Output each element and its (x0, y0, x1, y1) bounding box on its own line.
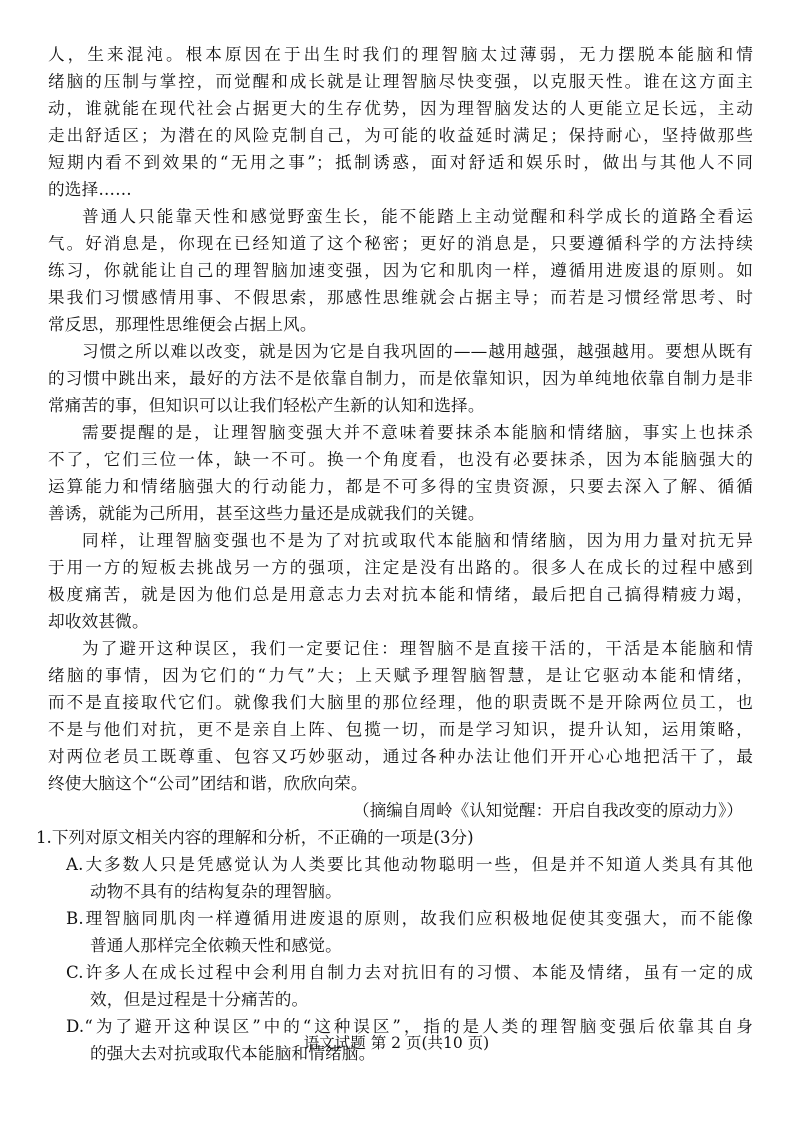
text-line: 需要提醒的是，让理智脑变强大并不意味着要抹杀本能脑和情绪脑，事实上也抹杀 (82, 423, 753, 442)
text-line: 为了避开这种误区，我们一定要记住：理智脑不是直接干活的，干活是本能脑和情 (82, 639, 753, 658)
text-line: 的选择…… (48, 180, 132, 199)
option-c (48, 959, 753, 1013)
text-line: 终使大脑这个“公司”团结和谐，欣欣向荣。 (48, 774, 368, 793)
option-line: 普通人那样完全依赖天性和感觉。 (90, 936, 342, 955)
paragraph-6 (48, 635, 753, 797)
text-line: 普通人只能靠天性和感觉野蛮生长，能不能踏上主动觉醒和科学成长的道路全看运 (82, 207, 753, 226)
paragraph-3 (48, 338, 753, 419)
text-line: 常反思，那理性思维便会占据上风。 (48, 315, 317, 334)
text-line: 绪脑的压制与掌控，而觉醒和成长就是让理智脑尽快变强，以克服天性。谁在这方面主 (48, 72, 753, 91)
text-line: 常痛苦的事，但知识可以让我们轻松产生新的认知和选择。 (48, 396, 485, 415)
paragraph-1 (48, 41, 753, 203)
question-stem: 1.下列对原文相关内容的理解和分析，不正确的一项是(3分) (36, 828, 474, 847)
text-line: 却收效甚微。 (48, 612, 149, 631)
text-line: 绪脑的事情，因为它们的“力气”大；上天赋予理智脑智慧，是让它驱动本能和情绪， (48, 666, 753, 685)
text-line: 习惯之所以难以改变，就是因为它是自我巩固的——越用越强，越强越用。要想从既有 (82, 342, 753, 361)
text-line: 果我们习惯感情用事、不假思索，那感性思维就会占据主导；而若是习惯经常思考、时 (48, 288, 753, 307)
text-line: 同样，让理智脑变强也不是为了对抗或取代本能脑和情绪脑，因为用力量对抗无异 (82, 531, 753, 550)
option-line: C.许多人在成长过程中会利用自制力去对抗旧有的习惯、本能及情绪，虽有一定的成 (66, 963, 753, 982)
option-line: 的强大去对抗或取代本能脑和情绪脑。 (90, 1044, 376, 1063)
paragraph-2 (48, 203, 753, 338)
option-b (48, 905, 753, 959)
text-line: 于用一方的短板去挑战另一方的强项，注定是没有出路的。很多人在成长的过程中感到 (48, 558, 753, 577)
text-line: 动，谁就能在现代社会占据更大的生存优势，因为理智脑发达的人更能立足长远，主动 (48, 99, 753, 118)
question-1 (36, 824, 753, 1067)
option-line: D.“为了避开这种误区”中的“这种误区”，指的是人类的理智脑变强后依靠其自身 (66, 1017, 753, 1036)
paragraph-4 (48, 419, 753, 527)
option-line: A.大多数人只是凭感觉认为人类要比其他动物聪明一些，但是并不知道人类具有其他 (66, 855, 753, 874)
exam-page (36, 41, 753, 1067)
text-line: 极度痛苦，就是因为他们总是用意志力去对抗本能和情绪，最后把自己搞得精疲力竭， (48, 585, 753, 604)
text-line: 善诱，就能为己所用，甚至这些力量还是成就我们的关键。 (48, 504, 485, 523)
text-line: 而不是直接取代它们。就像我们大脑里的那位经理，他的职责既不是开除两位员工，也 (48, 693, 753, 712)
text-line: 气。好消息是，你现在已经知道了这个秘密；更好的消息是，只要遵循科学的方法持续 (48, 234, 753, 253)
text-line: 短期内看不到效果的“无用之事”；抵制诱惑，面对舒适和娱乐时，做出与其他人不同 (48, 153, 753, 172)
option-line: 动物不具有的结构复杂的理智脑。 (90, 882, 342, 901)
text-line: 练习，你就能让自己的理智脑加速变强，因为它和肌肉一样，遵循用进废退的原则。如 (48, 261, 753, 280)
text-line: 人，生来混沌。根本原因在于出生时我们的理智脑太过薄弱，无力摆脱本能脑和情 (48, 45, 753, 64)
option-a (48, 851, 753, 905)
paragraph-5 (48, 527, 753, 635)
option-line: B.理智脑同肌肉一样遵循用进废退的原则，故我们应积极地促使其变强大，而不能像 (66, 909, 753, 928)
text-line: 对两位老员工既尊重、包容又巧妙驱动，通过各种办法让他们开开心心地把活干了，最 (48, 747, 753, 766)
text-line: 不了，它们三位一体，缺一不可。换一个角度看，也没有必要抹杀，因为本能脑强大的 (48, 450, 753, 469)
text-line: 的习惯中跳出来，最好的方法不是依靠自制力，而是依靠知识，因为单纯地依靠自制力是非 (48, 369, 753, 388)
text-line: 运算能力和情绪脑强大的行动能力，都是不可多得的宝贵资源，只要去深入了解、循循 (48, 477, 753, 496)
text-line: 不是与他们对抗，更不是亲自上阵、包揽一切，而是学习知识，提升认知，运用策略， (48, 720, 753, 739)
text-line: 走出舒适区；为潜在的风险克制自己，为可能的收益延时满足；保持耐心，坚持做那些 (48, 126, 753, 145)
option-line: 效，但是过程是十分痛苦的。 (90, 990, 309, 1009)
page-footer: 语文试题 第 2 页(共10 页) (303, 1034, 490, 1052)
source-citation: （摘编自周岭《认知觉醒：开启自我改变的原动力》） (353, 801, 743, 820)
